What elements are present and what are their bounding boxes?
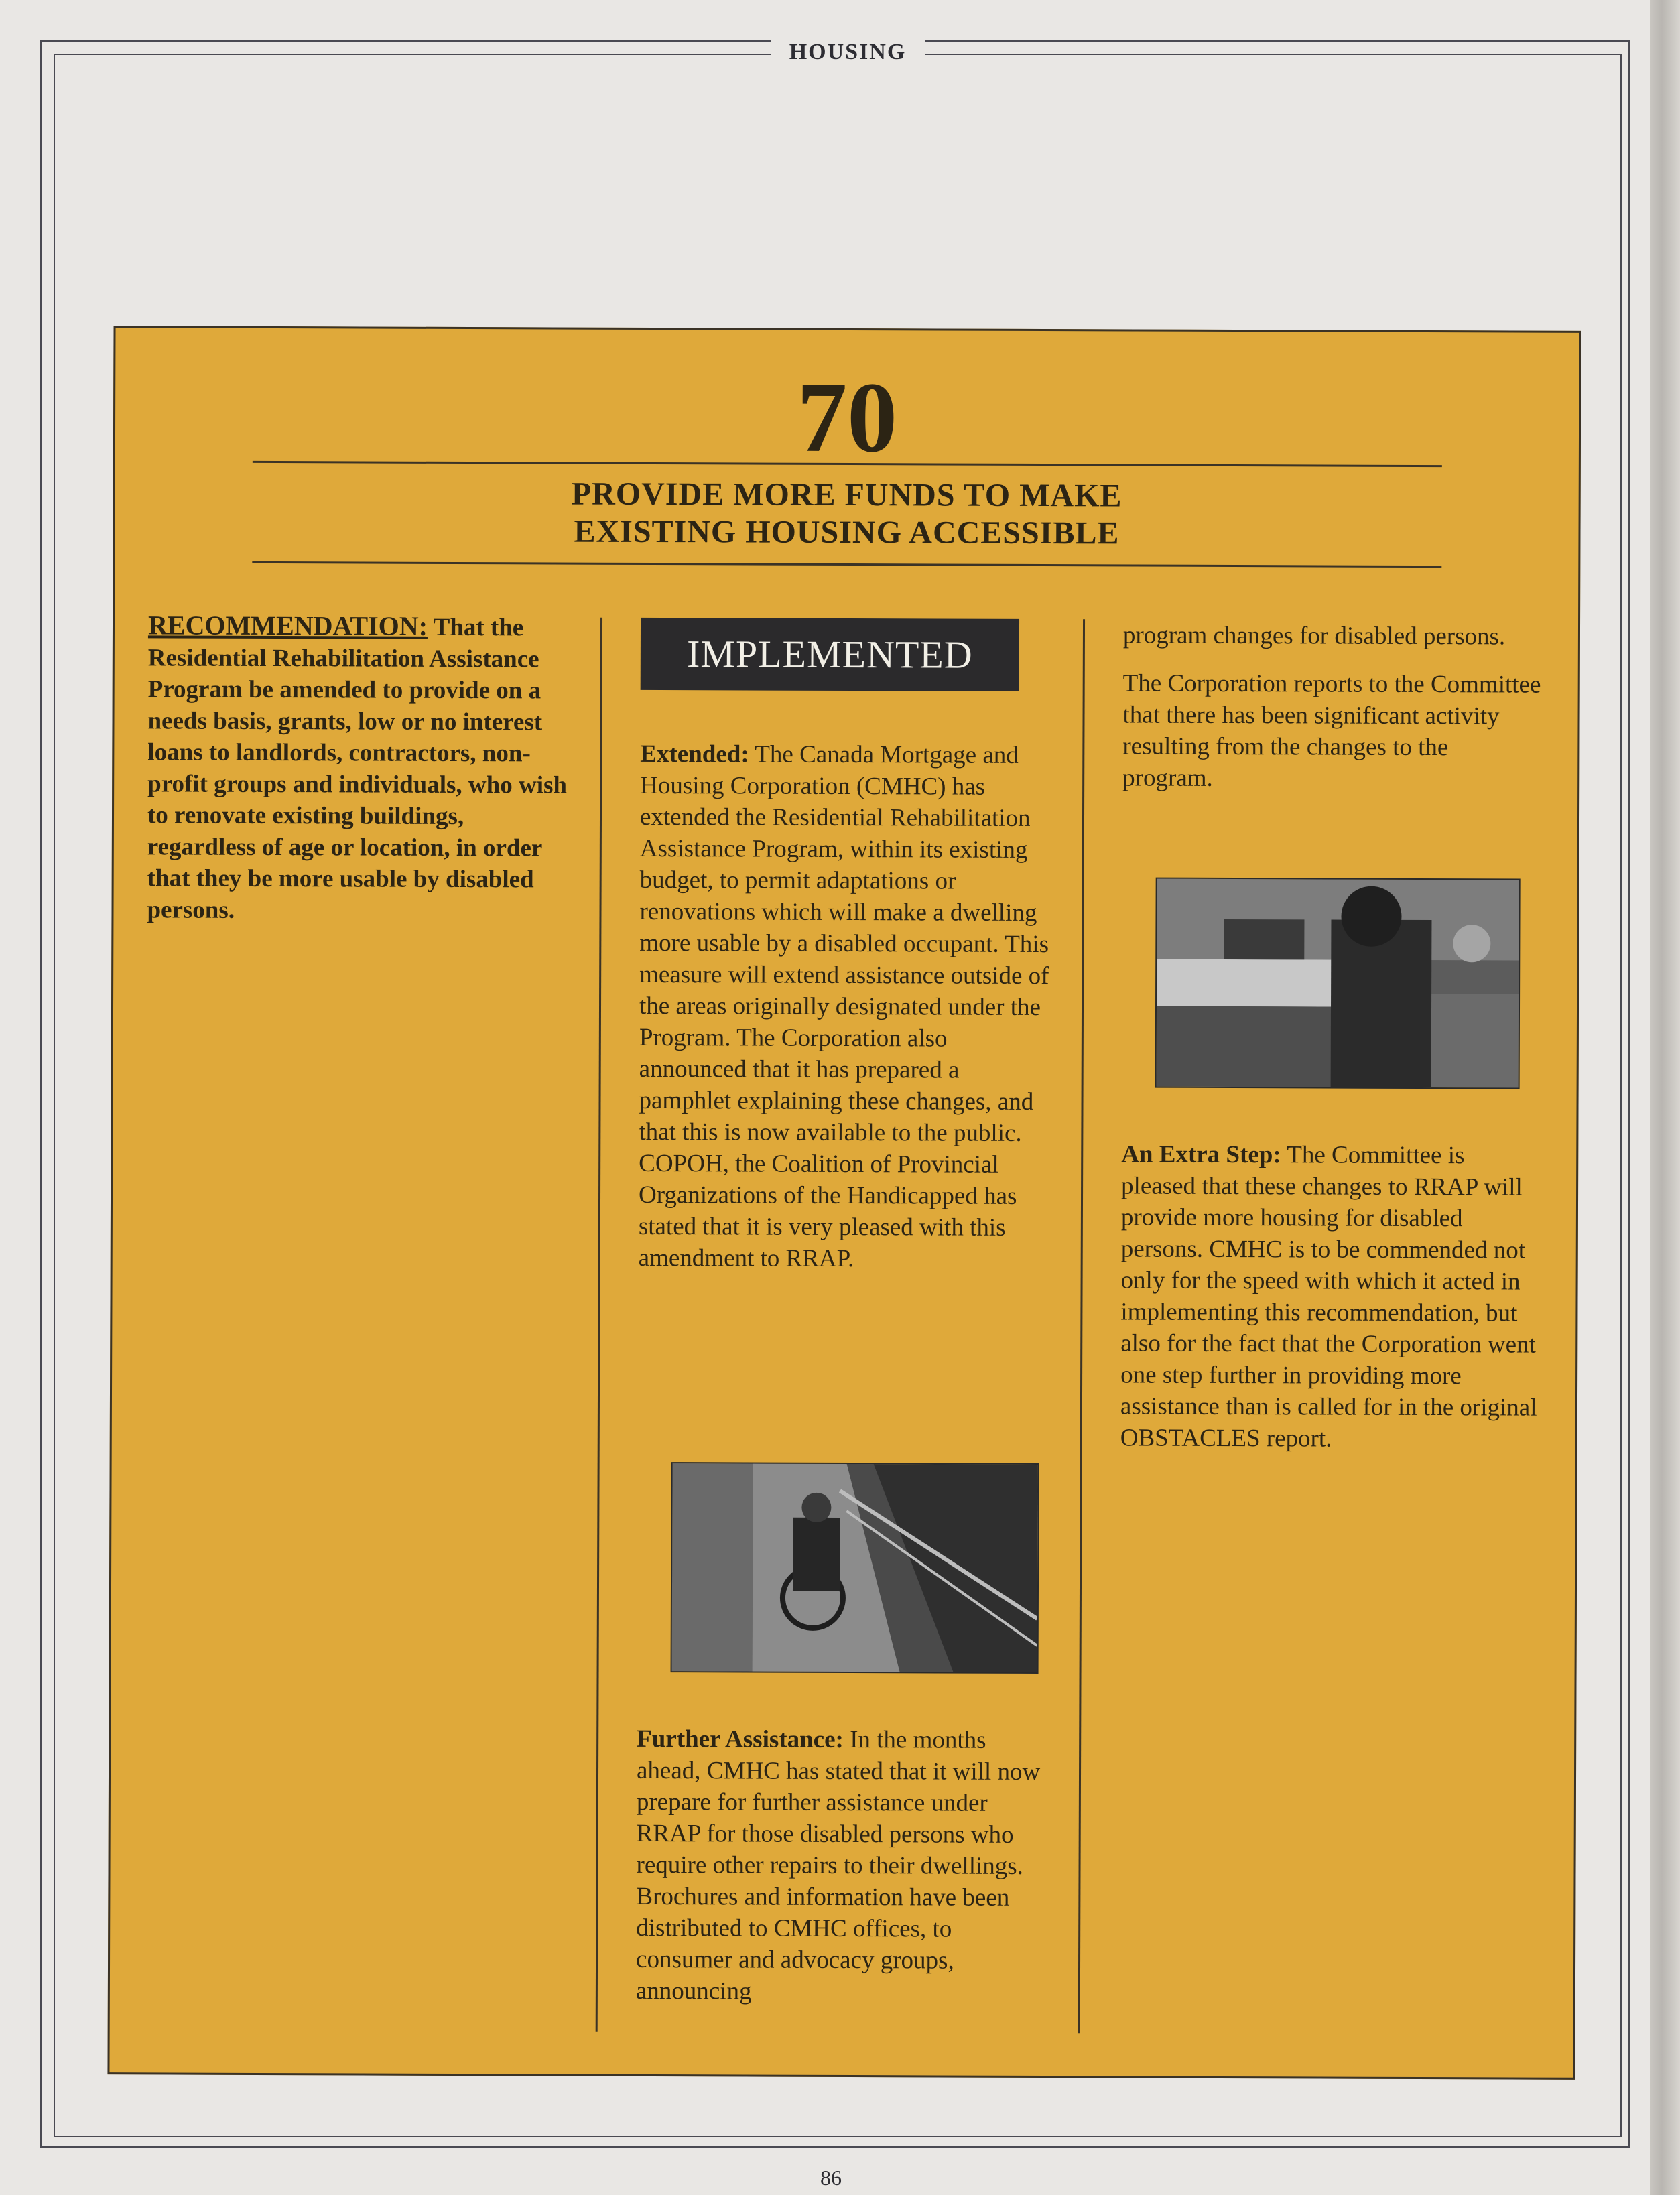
- status-badge: IMPLEMENTED: [641, 618, 1019, 691]
- recommendation-panel: [107, 326, 1581, 2080]
- continuation-block: [1122, 619, 1542, 811]
- extra-step-text: The Committee is pleased that these changes to RRAP will provide more housing for disabled persons. CMHC is to be commended not only for the speed with which it acted in implementing this recommendation, but also for the fact that the Corporation went one step further in providing more assistance than is called for in the original OBSTACLES report.: [1120, 1141, 1537, 1453]
- book-spine: [1650, 0, 1680, 2195]
- recommendation-text-block: [147, 609, 577, 927]
- title-line-1: PROVIDE MORE FUNDS TO MAKE: [571, 476, 1122, 514]
- continuation-text: program changes for disabled persons.: [1122, 621, 1506, 651]
- recommendation-label: RECOMMENDATION:: [147, 610, 428, 641]
- further-assistance-block: [636, 1723, 1053, 2025]
- further-assistance-label: Further Assistance:: [637, 1725, 844, 1754]
- extended-block: [639, 738, 1056, 1292]
- running-head: HOUSING: [771, 34, 925, 67]
- extended-label: Extended:: [640, 740, 749, 769]
- corporation-report-text: The Corporation reports to the Committee that there has been significant activity resulting from the changes to the program.: [1122, 669, 1541, 792]
- wheelchair-ramp-photo: [671, 1462, 1039, 1674]
- recommendation-number: 70: [796, 361, 898, 474]
- recommendation-text: That the Residential Rehabilitation Assistance Program be amended to provide on a needs basis, grants, low or no interest loans to landlords, contractors, non-profit groups and individuals, who wish to renovate existing buildings, regardless of age or location, in order that they be more usable by disabled persons.: [147, 613, 568, 924]
- column-divider-left: [596, 618, 602, 2032]
- extra-step-block: [1120, 1138, 1541, 1471]
- column-divider-right: [1078, 619, 1085, 2033]
- title-line-2: EXISTING HOUSING ACCESSIBLE: [574, 513, 1120, 551]
- page-number: 86: [791, 2161, 871, 2194]
- recommendation-title: [115, 474, 1578, 554]
- extended-text: The Canada Mortgage and Housing Corporation (CMHC) has extended the Residential Rehabilitation Assistance Program, within its existing budget, to permit adaptations or renovations which will make a dwelling more usable by a disabled occupant. This measure will extend assistance outside of the areas originally designated under the Program. The Corporation also announced that it has prepared a pamphlet explaining these changes, and that this is now available to the public. COPOH, the Coalition of Provincial Organizations of the Handicapped has stated that it is very pleased with this amendment to RRAP.: [638, 740, 1049, 1273]
- title-rule-bottom: [252, 561, 1441, 568]
- extra-step-label: An Extra Step:: [1121, 1140, 1281, 1169]
- further-assistance-text: In the months ahead, CMHC has stated that it will now prepare for further assistance under RRAP for those disabled persons who require other repairs to their dwellings. Brochures and information have been distributed to CMHC offices, to consumer and advocacy groups, announcing: [635, 1726, 1041, 2005]
- accessible-kitchen-photo: [1155, 878, 1521, 1089]
